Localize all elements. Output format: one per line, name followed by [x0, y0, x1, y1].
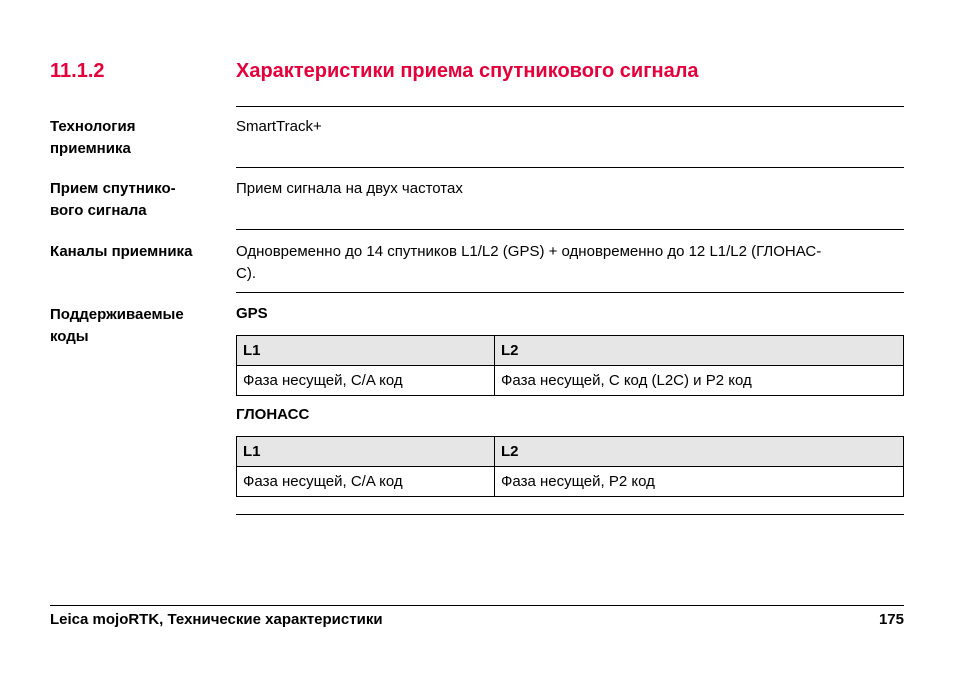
channels-value — [236, 241, 904, 285]
table-cell: Фаза несущей, C/A код — [237, 467, 495, 497]
section-number: 11.1.2 — [50, 60, 105, 82]
reception-label-line1: Прием спутнико- — [50, 180, 176, 197]
glonass-subtitle: ГЛОНАСС — [236, 406, 310, 423]
codes-label — [50, 304, 225, 348]
table-row — [237, 467, 904, 497]
codes-label-line2: коды — [50, 328, 89, 345]
divider — [236, 514, 904, 515]
channels-value-line1: Одновременно до 14 спутников L1/L2 (GPS) + одновременно до 12 L1/L2 (ГЛОНАС- — [236, 243, 822, 260]
table-cell: Фаза несущей, C/A код — [237, 366, 495, 396]
tech-label-line1: Технология — [50, 118, 136, 135]
tech-value: SmartTrack+ — [236, 118, 322, 135]
table-header-cell: L2 — [495, 437, 904, 467]
table-header-row — [237, 336, 904, 366]
reception-value: Прием сигнала на двух частотах — [236, 180, 463, 197]
gps-subtitle: GPS — [236, 305, 268, 322]
table-cell: Фаза несущей, P2 код — [495, 467, 904, 497]
tech-label — [50, 116, 225, 160]
divider — [236, 292, 904, 293]
divider — [236, 106, 904, 107]
table-header-row — [237, 437, 904, 467]
channels-value-line2: С). — [236, 265, 256, 282]
reception-label — [50, 178, 225, 222]
gps-table — [236, 335, 904, 396]
reception-label-line2: вого сигнала — [50, 202, 147, 219]
glonass-table — [236, 436, 904, 497]
footer-divider — [50, 605, 904, 606]
table-cell: Фаза несущей, C код (L2C) и P2 код — [495, 366, 904, 396]
footer-title: Leica mojoRTK, Технические характеристики — [50, 611, 383, 628]
divider — [236, 229, 904, 230]
codes-label-line1: Поддерживаемые — [50, 306, 184, 323]
table-header-cell: L1 — [237, 336, 495, 366]
divider — [236, 167, 904, 168]
page-number: 175 — [878, 611, 904, 628]
table-header-cell: L2 — [495, 336, 904, 366]
table-row — [237, 366, 904, 396]
tech-label-line2: приемника — [50, 140, 131, 157]
section-title: Характеристики приема спутникового сигнала — [236, 60, 699, 82]
table-header-cell: L1 — [237, 437, 495, 467]
channels-label: Каналы приемника — [50, 243, 193, 260]
